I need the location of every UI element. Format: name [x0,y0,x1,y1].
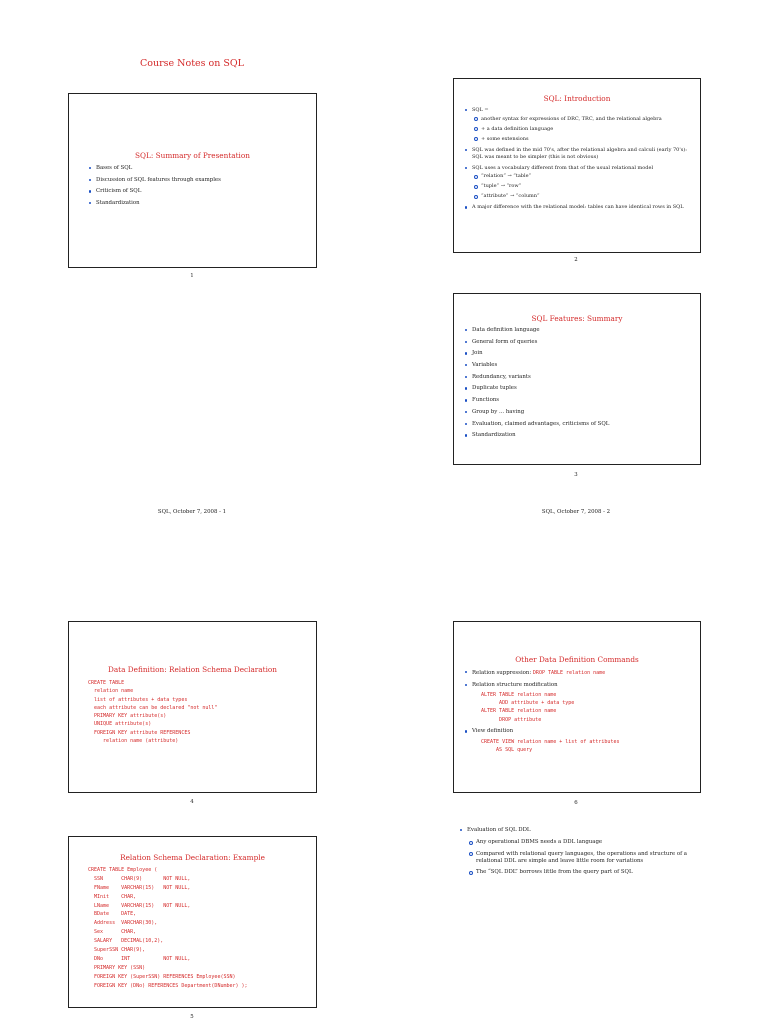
list-item-text: SQL = [472,107,489,113]
sub-list [467,839,706,876]
list-item-text: Evaluation of SQL DDL [467,827,531,833]
list-item [460,827,706,876]
sub-item: Any operational DBMS needs a DDL language [467,839,706,846]
page-number: 6 [574,800,578,806]
slide-other-ddl [453,621,701,793]
bullet-list [89,165,309,212]
list-item: Standardization [89,200,309,207]
sub-list [472,173,695,200]
sub-list [472,116,695,143]
page-number: 3 [574,472,578,478]
list-item: General form of queries [465,339,695,346]
list-item: Bases of SQL [89,165,309,172]
list-item: Functions [465,397,695,404]
slide-introduction [453,78,701,253]
sub-item: “tuple” → “row” [472,183,695,190]
list-item-text: Relation structure modification [472,681,558,688]
sub-item: another syntax for expressions of DRC, TRC, and the relational algebra [472,116,695,123]
slide-schema-example [68,836,317,1008]
sub-item: “attribute” → “column” [472,193,695,200]
code-block: CREATE TABLE relation name list of attributes + data types each attribute can be declared "not null" PRIMARY KEY attribute(s) UNIQUE attribute(s) FOREIGN KEY attribute REFERENCES relation name (attribute) [88,680,218,744]
list-item [465,107,695,142]
list-item [465,165,695,200]
list-item: Variables [465,362,695,369]
list-item: Standardization [465,432,695,439]
inline-code: DROP TABLE relation name [532,670,606,676]
list-item-text: View definition [472,728,514,735]
list-item: Criticism of SQL [89,188,309,195]
page-number: 4 [190,799,194,805]
list-item-text: Relation suppression: [472,670,533,676]
slide-data-definition [68,621,317,793]
code-block: CREATE TABLE Employee ( SSN CHAR(9) NOT NULL, FName VARCHAR(15) NOT NULL, MInit CHAR, LName VARCHAR(15) NOT NULL, BDate DATE, Address VARCHAR(30), Sex CHAR, SALARY DECIMAL(10,2), SuperSSN CHAR(9), DNo INT NOT NULL, PRIMARY KEY (SSN) FOREIGN KEY (SuperSSN) REFERENCES Employee(SSN) FOREIGN KEY (DNo) REFERENCES Department(DNumber) ); [88,867,248,989]
evaluation-list [460,827,706,881]
list-item: SQL was defined in the mid 70's, after the relational algebra and calculi (early 70's): SQL was meant to be simpler (this is not obvious) [465,147,695,161]
list-item: Redundancy, variants [465,374,695,381]
page-footer: SQL, October 7, 2008 - 1 [157,509,227,515]
list-item: Data definition language [465,327,695,334]
code-block: ALTER TABLE relation name ADD attribute + data type ALTER TABLE relation name DROP attribute [481,691,575,723]
page-number: 2 [574,257,578,263]
document-title: Course Notes on SQL [140,58,244,69]
list-item: A major difference with the relational model: tables can have identical rows in SQL [465,204,695,211]
list-item: Group by ... having [465,409,695,416]
page-number: 1 [190,273,194,279]
sub-item: The “SQL DDL” borrows little from the query part of SQL [467,869,706,876]
bullet-list [465,327,695,444]
slide-title: Data Definition: Relation Schema Declaration [107,665,277,674]
list-item: Join [465,350,695,357]
list-item [465,728,695,754]
list-item-text: SQL uses a vocabulary different from that of the usual relational model [472,164,654,171]
list-item: Evaluation, claimed advantages, criticisms of SQL [465,421,695,428]
sub-item: “relation” → “table” [472,173,695,180]
sub-item: Compared with relational query languages, the operations and structure of a relational DDL are simple and leave little room for variations [467,851,706,866]
list-item: Discussion of SQL features through examples [89,177,309,184]
sub-item: + a data definition language [472,126,695,133]
page-number: 5 [190,1014,194,1020]
bullet-list [465,669,695,759]
slide-summary [68,93,317,268]
slide-title: SQL: Introduction [543,94,611,103]
slide-title: Other Data Definition Commands [515,655,639,664]
code-block: CREATE VIEW relation name + list of attributes AS SQL query [481,738,620,753]
list-item [465,669,695,677]
slide-title: SQL Features: Summary [531,314,623,323]
bullet-list [465,107,695,216]
page-footer: SQL, October 7, 2008 - 2 [541,509,611,515]
list-item [465,682,695,724]
slide-title: SQL: Summary of Presentation [135,151,250,160]
sub-item: + some extensions [472,136,695,143]
slide-title: Relation Schema Declaration: Example [120,853,265,862]
slide-features [453,293,701,465]
list-item: Duplicate tuples [465,385,695,392]
